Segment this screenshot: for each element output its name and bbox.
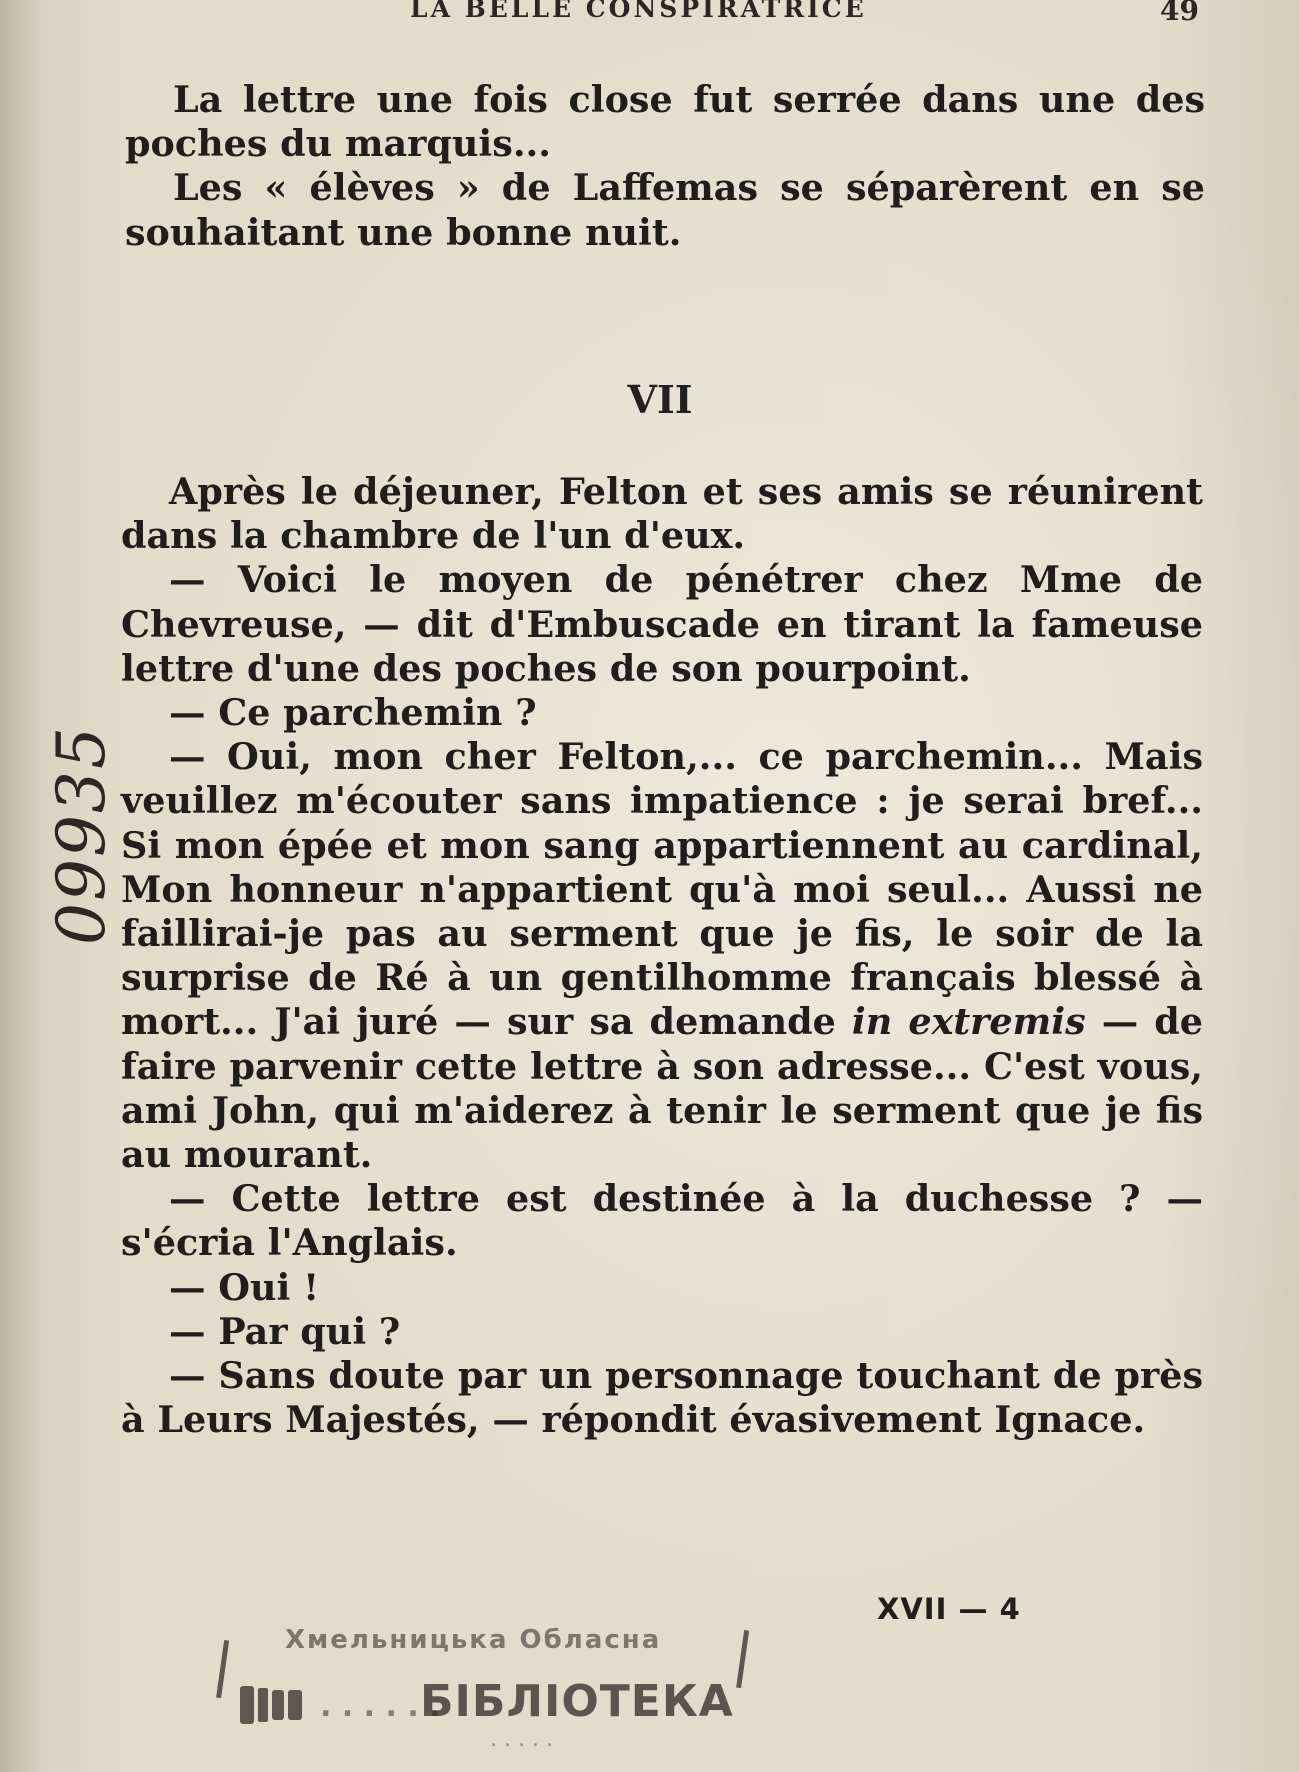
- paragraph: — Voici le moyen de pénétrer chez Mme de Chevreuse, — dit d'Embuscade en tirant la fameuse lettre d'une des poches de son pourpoint.: [121, 558, 1203, 690]
- paragraph: [121, 735, 1203, 1177]
- opening-paragraphs: [125, 78, 1205, 255]
- paragraph: — Oui !: [169, 1265, 320, 1309]
- chapter-heading: VII: [627, 377, 693, 422]
- running-head-title: LA BELLE CONSPIRATRICE: [410, 0, 867, 23]
- handwritten-inventory-number: 09935: [43, 725, 120, 945]
- library-stamp: [210, 1600, 770, 1750]
- running-head: [0, 0, 1299, 28]
- svg-text:. . . . . .: . . . . . .: [320, 1689, 441, 1724]
- stamp-line-1: Хмельницька Обласна: [285, 1625, 662, 1655]
- paragraph-text: — Oui, mon cher Felton,... ce parchemin... Mais veuillez m'écouter sans impatience : je serai bref... Si mon épée et mon sang appartiennent au cardinal, Mon honneur n'appartient qu'à moi seul... Aussi ne faillirai-je pas au serment que je fis, le soir de la surprise de Ré à un gentilhomme français blessé à mort... J'ai juré — sur sa demande: [121, 735, 1203, 1044]
- paragraph: — Par qui ?: [169, 1309, 401, 1353]
- paragraph: Les « élèves » de Laffemas se séparèrent en se souhaitant une bonne nuit.: [125, 166, 1205, 254]
- paragraph: — Sans doute par un personnage touchant de près à Leurs Majestés, — répondit évasivement Ignace.: [121, 1354, 1203, 1442]
- page-number: 49: [1160, 0, 1199, 27]
- signature-mark: XVII — 4: [877, 1592, 1021, 1626]
- paragraph: Après le déjeuner, Felton et ses amis se réunirent dans la chambre de l'un d'eux.: [121, 470, 1203, 558]
- svg-text:. . . . .: . . . . .: [490, 1727, 553, 1750]
- paragraph: La lettre une fois close fut serrée dans une des poches du marquis...: [125, 78, 1205, 166]
- paragraph: — Cette lettre est destinée à la duchesse ? — s'écria l'Anglais.: [121, 1177, 1203, 1265]
- italic-phrase: in extremis: [851, 1000, 1086, 1044]
- paragraph: — Ce parchemin ?: [169, 691, 537, 735]
- chapter-body: [121, 470, 1203, 1442]
- paragraph-text: — de faire parvenir cette lettre à son adresse... C'est vous, ami John, qui m'aiderez à tenir le serment que je fis au mourant.: [121, 1000, 1204, 1177]
- stamp-line-2: БІБЛІОТЕКА: [420, 1676, 734, 1727]
